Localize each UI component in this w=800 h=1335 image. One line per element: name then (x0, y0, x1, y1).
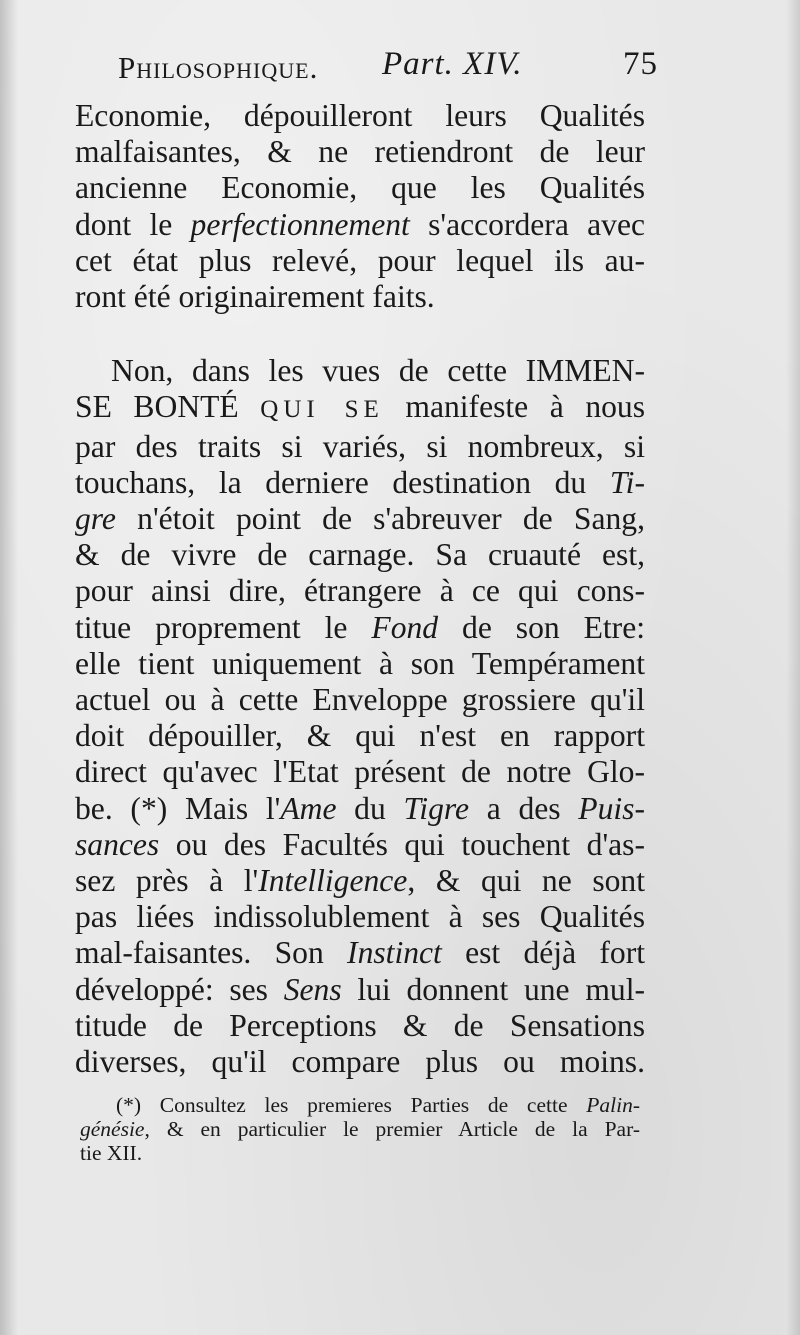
footnote-line: tie XII. (80, 1141, 143, 1165)
text-segment: ou des Facultés qui touchent d'as- (159, 826, 645, 862)
text-line: par des traits si variés, si nombreux, si (75, 428, 645, 464)
text-segment: mal-faisantes. Son (75, 935, 348, 971)
text-line: actuel ou à cette Enveloppe grossiere qu'il (75, 682, 645, 718)
text-segment: développé: ses (75, 971, 284, 1007)
italic-term: Palin- (586, 1093, 640, 1117)
text-line: cet état plus relevé, pour lequel ils au- (75, 242, 645, 278)
text-segment: lui donnent une mul- (341, 971, 645, 1007)
main-text (75, 98, 645, 1080)
text-segment: dont le (75, 206, 191, 242)
text-segment: (*) Consultez les premieres Parties de cette (116, 1093, 587, 1117)
italic-term: génésie (80, 1117, 145, 1141)
text-segment: , & en particulier le premier Article de la Par- (144, 1117, 640, 1141)
page-number: 75 (623, 46, 658, 82)
text-segment: titue proprement le (75, 609, 372, 645)
text-segment: SE BONTÉ (75, 389, 261, 425)
text-line: Non, dans les vues de cette IMMEN- (111, 353, 645, 389)
footnote-line (80, 1117, 640, 1141)
text-line: pour ainsi dire, étrangere à ce qui cons- (75, 573, 645, 609)
text-segment: s'accordera avec (409, 206, 645, 242)
text-segment: manifeste à nous (383, 389, 645, 425)
running-head: Philosophique. (118, 50, 319, 85)
page-edge-shadow-left (0, 0, 18, 1335)
text-line: malfaisantes, & ne retiendront de leur (75, 134, 645, 170)
text-line (75, 389, 645, 428)
text-line (75, 501, 645, 537)
italic-term: gre (75, 501, 116, 537)
italic-term: sances (75, 826, 160, 862)
italic-term: Fond (371, 609, 439, 645)
part-label: Part. XIV. (382, 46, 523, 82)
text-segment: touchans, la derniere destination du (75, 464, 610, 500)
text-line (75, 935, 645, 971)
italic-term: Instinct (347, 935, 442, 971)
text-segment: be. (*) Mais l' (75, 790, 281, 826)
text-line: & de vivre de carnage. Sa cruauté est, (75, 537, 645, 573)
text-segment: a des (469, 790, 579, 826)
text-line (75, 863, 645, 899)
text-line (75, 207, 645, 243)
text-line: diverses, qu'il compare plus ou moins. (75, 1044, 645, 1080)
italic-term: Puis- (578, 790, 645, 826)
text-segment: sez près à l' (75, 863, 259, 899)
text-line: ront été originairement faits. (75, 279, 435, 315)
page-edge-shadow-right (786, 0, 800, 1335)
paragraph-gap (75, 315, 645, 353)
text-line (75, 827, 645, 863)
text-segment: est déjà fort (441, 935, 645, 971)
text-line: direct qu'avec l'Etat présent de notre Glo- (75, 754, 645, 790)
small-caps-segment: QUI SE (260, 396, 384, 424)
text-line (75, 465, 645, 501)
italic-term: Sens (283, 971, 342, 1007)
italic-term: Ti- (609, 464, 645, 500)
italic-term: perfectionnement (190, 206, 410, 242)
text-line: Economie, dépouilleront leurs Qualités (75, 98, 645, 133)
page-header (118, 42, 658, 98)
footnote (80, 1093, 640, 1165)
text-line: ancienne Economie, que les Qualités (75, 170, 645, 206)
italic-term: Intelligence (258, 863, 408, 899)
text-segment: n'étoit point de s'abreuver de Sang, (115, 501, 645, 537)
footnote-line (80, 1093, 640, 1117)
italic-term: Ame (280, 790, 337, 826)
text-line: doit dépouiller, & qui n'est en rapport (75, 718, 645, 754)
text-segment: de son Etre: (438, 609, 645, 645)
text-segment: , & qui ne sont (407, 863, 645, 899)
text-line (75, 972, 645, 1008)
text-line: pas liées indissolublement à ses Qualités (75, 899, 645, 935)
text-line (75, 610, 645, 646)
italic-term: Tigre (403, 790, 470, 826)
text-line (75, 791, 645, 827)
text-segment: du (336, 790, 404, 826)
text-line: titude de Perceptions & de Sensations (75, 1007, 645, 1043)
text-line: elle tient uniquement à son Tempérament (75, 645, 645, 681)
